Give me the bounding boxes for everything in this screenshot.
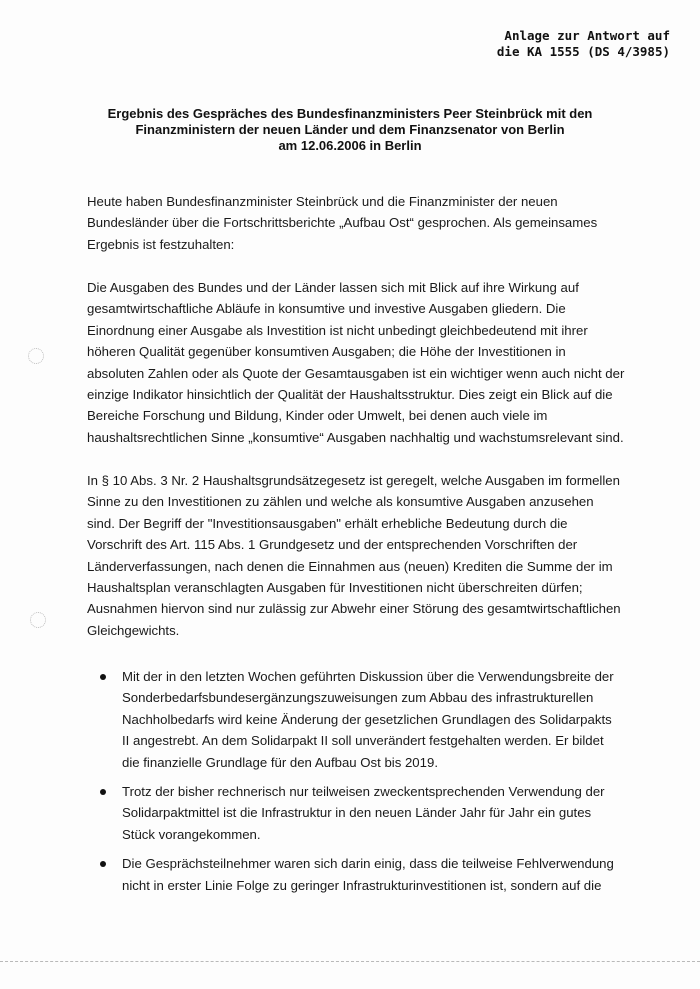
paragraph-expenditure-classification — [87, 277, 625, 448]
bullet-list — [100, 666, 614, 904]
text-line: Heute haben Bundesfinanzminister Steinbrück und die Finanzminister der neuen — [87, 194, 558, 209]
annex-line: die KA 1555 (DS 4/3985) — [496, 44, 670, 59]
text-line: haushaltsrechtlichen Sinne „konsumtive“ Ausgaben nachhaltig und wachstumsrelevant sind. — [87, 429, 624, 445]
text-line: nicht in erster Linie Folge zu geringer Infrastrukturinvestitionen ist, sondern auf die — [122, 877, 602, 893]
text-line: Einordnung einer Ausgabe als Investition ist nicht unbedingt gleichbedeutend mit ihrer — [87, 322, 588, 338]
text-line: Mit der in den letzten Wochen geführten Diskussion über die Verwendungsbreite der — [122, 669, 614, 684]
text-line: Sonderbedarfsbundesergänzungszuweisungen zum Abbau des infrastrukturellen — [122, 690, 594, 706]
text-line: II angestrebt. An dem Solidarpakt II soll unverändert festgehalten werden. Er bildet — [122, 733, 604, 749]
bullet-icon — [100, 674, 106, 680]
punch-hole-mark — [28, 348, 44, 364]
text-line: höheren Qualität gegenüber konsumtiven Ausgaben; die Höhe der Investitionen in — [87, 344, 566, 360]
bullet-icon — [100, 789, 106, 795]
title-line: Finanzministern der neuen Länder und dem Finanzsenator von Berlin — [135, 122, 565, 137]
intro-paragraph — [87, 191, 607, 255]
text-line: Vorschrift des Art. 115 Abs. 1 Grundgesetz und der entsprechenden Vorschriften der — [87, 537, 578, 553]
text-line: Ausnahmen hiervon sind nur zulässig zur Abwehr einer Störung des gesamtwirtschaftlichen — [87, 601, 621, 617]
text-line: absoluten Zahlen oder als Quote der Gesamtausgaben ist ein wichtiger wenn auch nicht der — [87, 365, 625, 381]
text-line: Die Ausgaben des Bundes und der Länder lassen sich mit Blick auf ihre Wirkung auf — [87, 280, 579, 295]
bullet-item — [100, 666, 614, 773]
bullet-icon — [100, 861, 106, 867]
scan-edge-line — [0, 961, 700, 962]
bullet-item — [100, 853, 614, 896]
bullet-item — [100, 781, 605, 845]
text-line: einzige Indikator hinsichtlich der Qualität der Haushaltsstruktur. Dies zeigt ein Blick auf die — [87, 387, 613, 403]
text-line: Bundesländer über die Fortschrittsberichte „Aufbau Ost“ gesprochen. Als gemeinsames — [87, 215, 598, 231]
title-line: Ergebnis des Gespräches des Bundesfinanzministers Peer Steinbrück mit den — [107, 106, 593, 121]
text-line: In § 10 Abs. 3 Nr. 2 Haushaltsgrundsätzegesetz ist geregelt, welche Ausgaben im formellen — [87, 473, 620, 488]
text-line: Gleichgewichts. — [87, 622, 180, 638]
text-line: sind. Der Begriff der "Investitionsausgaben" erhält erhebliche Bedeutung durch die — [87, 515, 568, 531]
text-line: Länderverfassungen, nach denen die Einnahmen aus (neuen) Krediten die Summe der im — [87, 558, 613, 574]
text-line: gesamtwirtschaftliche Abläufe in konsumtive und investive Ausgaben gliedern. Die — [87, 301, 566, 317]
document-title — [60, 106, 640, 154]
annex-reference — [470, 28, 670, 60]
text-line: Stück vorangekommen. — [122, 826, 261, 842]
text-line: Bereiche Forschung und Bildung, Kinder oder Umwelt, bei denen auch viele im — [87, 408, 548, 424]
text-line: Die Gesprächsteilnehmer waren sich darin einig, dass die teilweise Fehlverwendung — [122, 856, 614, 872]
text-line: Sinne zu den Investitionen zu zählen und welche als konsumtive Ausgaben anzusehen — [87, 494, 594, 510]
text-line: die finanzielle Grundlage für den Aufbau Ost bis 2019. — [122, 754, 438, 770]
text-line: Trotz der bisher rechnerisch nur teilweisen zweckentsprechenden Verwendung der — [122, 784, 605, 800]
annex-line: Anlage zur Antwort auf — [504, 28, 670, 43]
text-line: Ergebnis ist festzuhalten: — [87, 236, 235, 252]
paragraph-budget-law — [87, 470, 621, 641]
punch-hole-mark — [30, 612, 46, 628]
text-line: Haushaltsplan veranschlagten Ausgaben für Investitionen nicht überschreiten dürfen; — [87, 580, 583, 596]
text-line: Nachholbedarfs wird keine Änderung der gesetzlichen Grundlagen des Solidarpakts — [122, 711, 612, 727]
title-line: am 12.06.2006 in Berlin — [278, 138, 422, 153]
text-line: Solidarpaktmittel ist die Infrastruktur in den neuen Länder Jahr für Jahr ein gutes — [122, 805, 592, 821]
